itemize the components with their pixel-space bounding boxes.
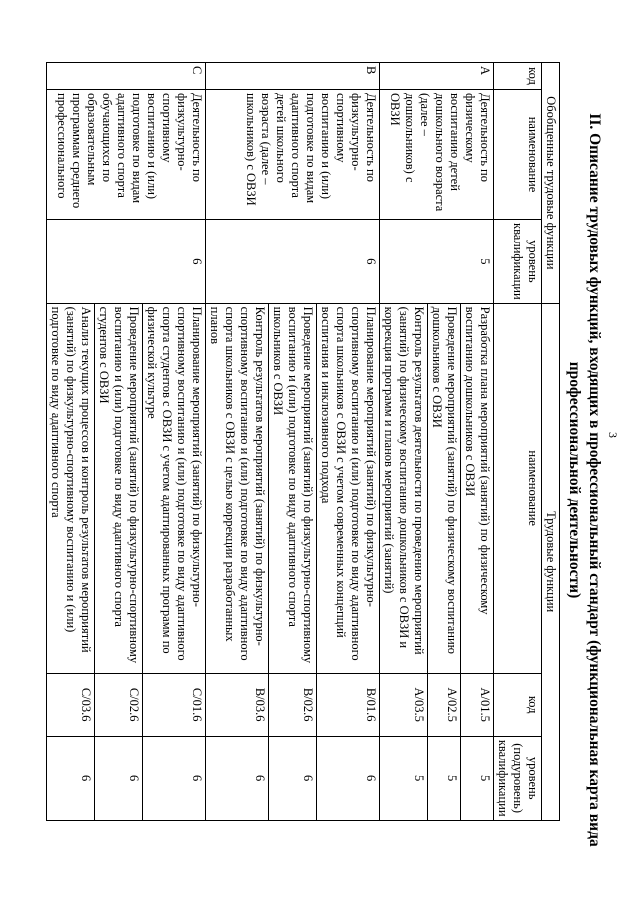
otf-level: 5 xyxy=(380,220,494,304)
table-row xyxy=(461,63,494,821)
tf-name: Проведение мероприятий (занятий) по физкультурно-спортивному воспитанию и (или) подготовке по виду адаптивного спорта студентов с ОВЗИ xyxy=(95,303,143,673)
otf-code: A xyxy=(380,63,494,90)
tf-level: 6 xyxy=(269,736,317,820)
group-header-row xyxy=(542,63,560,821)
otf-code: C xyxy=(47,63,206,90)
section-title xyxy=(564,60,604,900)
tf-level: 5 xyxy=(428,736,461,820)
tf-code-header: код xyxy=(494,673,542,736)
page-number: 3 xyxy=(606,432,620,438)
table-row xyxy=(317,63,380,821)
labor-functions-header: Трудовые функции xyxy=(542,303,560,820)
otf-name-header: наименование xyxy=(494,90,542,220)
tf-level: 6 xyxy=(95,736,143,820)
tf-name: Контроль результатов мероприятий (занятий) по физкультурно-спортивному воспитанию и (или) подготовке по виду адаптивного спорта школьников с ОВЗИ с целью коррекции разработанных планов xyxy=(206,303,269,673)
sub-header-row xyxy=(494,63,542,821)
tf-level: 5 xyxy=(380,736,428,820)
otf-code: B xyxy=(206,63,380,90)
functional-map-table xyxy=(46,62,560,821)
title-line-1: II. Описание трудовых функций, входящих в профессиональный стандарт (функциональная карта вида xyxy=(586,113,603,847)
tf-name: Контроль результатов деятельности по проведению мероприятий (занятий) по физическому воспитанию дошкольников с ОВЗИ и коррекция программ и планов мероприятий (занятий) xyxy=(380,303,428,673)
tf-level: 5 xyxy=(461,736,494,820)
tf-level: 6 xyxy=(143,736,206,820)
tf-name: Проведение мероприятий (занятий) по физическому воспитанию дошкольников с ОВЗИ xyxy=(428,303,461,673)
tf-code: B/01.6 xyxy=(317,673,380,736)
tf-code: C/02.6 xyxy=(95,673,143,736)
otf-code-header: код xyxy=(494,63,542,90)
title-line-2: профессиональной деятельности) xyxy=(566,361,583,599)
tf-code: B/03.6 xyxy=(206,673,269,736)
otf-level: 6 xyxy=(206,220,380,304)
tf-code: C/03.6 xyxy=(47,673,95,736)
tf-code: A/02.5 xyxy=(428,673,461,736)
tf-level: 6 xyxy=(47,736,95,820)
otf-name: Деятельность по физическому воспитанию детей дошкольного возраста (далее – дошкольников) с ОВЗИ xyxy=(380,90,494,220)
tf-name: Разработка плана мероприятий (занятий) по физическому воспитанию дошкольников с ОВЗИ xyxy=(461,303,494,673)
otf-name: Деятельность по физкультурно-спортивному воспитанию и (или) подготовке по видам адаптивного спорта обучающихся по образовательным программам среднего профессионального xyxy=(47,90,206,220)
otf-name: Деятельность по физкультурно-спортивному воспитанию и (или) подготовке по видам адаптивного спорта детей школьного возраста (далее – школьников) с ОВЗИ xyxy=(206,90,380,220)
tf-code: A/03.5 xyxy=(380,673,428,736)
generalized-functions-header: Обобщенные трудовые функции xyxy=(542,63,560,304)
tf-code: C/01.6 xyxy=(143,673,206,736)
tf-name-header: наименование xyxy=(494,303,542,673)
tf-name: Планирование мероприятий (занятий) по физкультурно-спортивному воспитанию и (или) подготовке по виду адаптивного спорта студентов с ОВЗИ с учетом адаптированных программ по физической культуре xyxy=(143,303,206,673)
tf-name: Анализ текущих процессов и контроль результатов мероприятий (занятий) по физкультурно-спортивному воспитанию и (или) подготовке по виду адаптивного спорта xyxy=(47,303,95,673)
otf-level: 6 xyxy=(47,220,206,304)
tf-level: 6 xyxy=(317,736,380,820)
tf-name: Планирование мероприятий (занятий) по физкультурно-спортивному воспитанию и (или) подготовке по виду адаптивного спорта школьников с ОВЗИ с учетом современных концепций воспитания и инклюзивного подхода xyxy=(317,303,380,673)
tf-level: 6 xyxy=(206,736,269,820)
table-row xyxy=(143,63,206,821)
tf-code: B/02.6 xyxy=(269,673,317,736)
tf-name: Проведение мероприятий (занятий) по физкультурно-спортивному воспитанию и (или) подготовке по виду адаптивного спорта школьников с ОВЗИ xyxy=(269,303,317,673)
tf-level-header: уровень (подуровень) квалификации xyxy=(494,736,542,820)
otf-level-header: уровень квалификации xyxy=(494,220,542,304)
tf-code: A/01.5 xyxy=(461,673,494,736)
